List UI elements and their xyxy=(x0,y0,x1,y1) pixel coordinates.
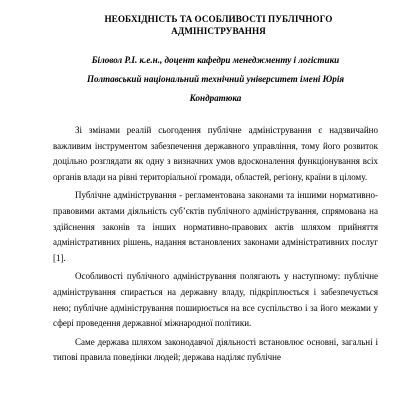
body-paragraph-4: Саме держава шляхом законодавчої діяльності встановлює основні, загальні і типові правила поведінки людей; держава наділяє публічне xyxy=(53,336,378,363)
body-paragraph-2: Публічне адміністрування - регламентована законами та іншими нормативно-правовими актами діяльність суб’єктів публічного адміністрування, спрямована на здійснення законів та інших нормативно-правових актів шляхом прийняття адміністративних рішень, надання встановлених законами адміністративних послуг [1]. xyxy=(53,190,378,263)
document-title xyxy=(53,13,378,37)
author-name-position: Біловол Р.І. к.е.н., доцент кафедри менеджменту і логістики xyxy=(91,55,340,65)
body-paragraph-1: Зі змінами реалій сьогодення публічне адміністрування є надзвичайно важливим інструментом забезпечення державного управління, тому його розвиток доцільно розглядати як одну з визначних умов вдосконалення функціонування всіх органів влади на рівні територіальної громади, областей, регіону, країни в цілому. xyxy=(53,125,378,182)
title-line-1: НЕОБХІДНІСТЬ ТА ОСОБЛИВОСТІ ПУБЛІЧНОГО xyxy=(104,14,333,24)
author-block xyxy=(53,51,378,108)
title-line-2: АДМІНІСТРУВАННЯ xyxy=(171,26,266,36)
author-affiliation: Полтавський національний технічний університет імені Юрія xyxy=(86,74,345,84)
body-paragraph-3: Особливості публічного адміністрування полягають у наступному: публічне адміністрування спирається на державну владу, підкріплюється і забезпечується нею; публічне адміністрування поширюється на все суспільство і за його межами у сфері проведення державної міжнародної політики. xyxy=(53,271,378,329)
author-affiliation-cont: Кондратюка xyxy=(189,93,242,103)
